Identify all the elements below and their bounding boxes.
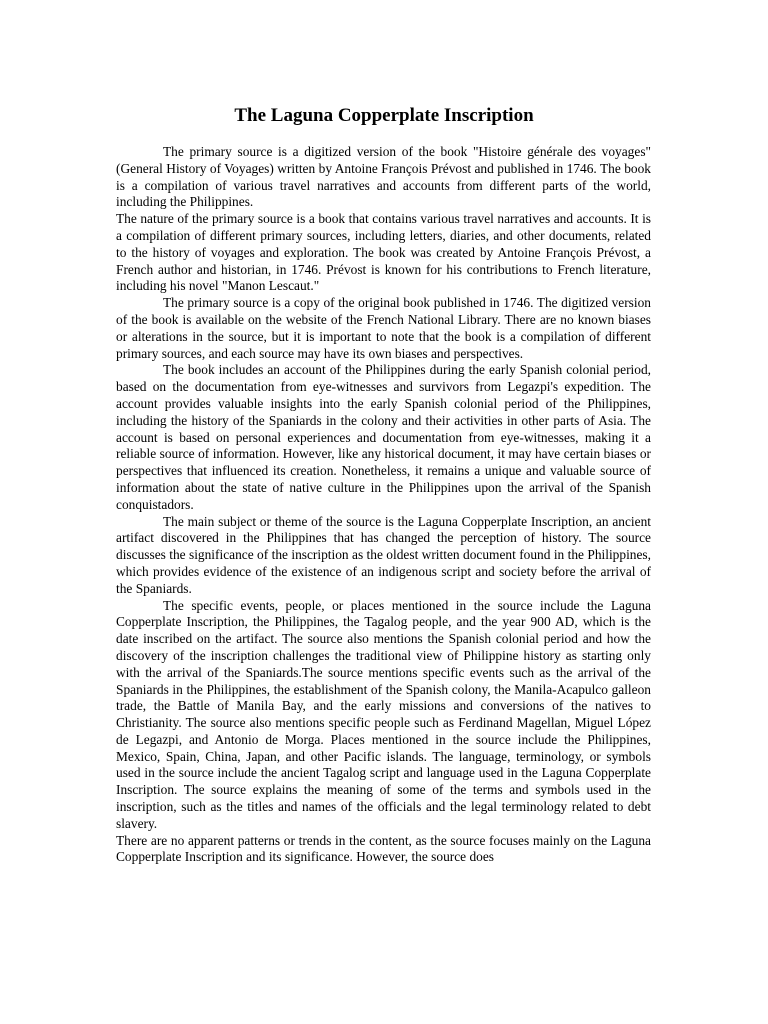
paragraph-main-subject: The main subject or theme of the source is the Laguna Copperplate Inscription, an ancient artifact discovered in the Philippines that has changed the perception of history. The source discusses the significance of the inscription as the oldest written document found in the Philippines, which provides evidence of the existence of an indigenous script and society before the arrival of the Spaniards. xyxy=(116,513,651,596)
paragraph-primary-source: The primary source is a digitized version of the book "Histoire générale des voyages" (General History of Voyages) written by Antoine François Prévost and published in 1746. The book is a compilation of various travel narratives and accounts from different parts of the world, including the Philippines. xyxy=(116,144,651,210)
paragraph-patterns-trends: There are no apparent patterns or trends in the content, as the source focuses mainly on the Laguna Copperplate Inscription and its significance. However, the source does xyxy=(116,832,651,865)
paragraph-nature-of-source: The nature of the primary source is a book that contains various travel narratives and accounts. It is a compilation of different primary sources, including letters, diaries, and other documents, related to the history of voyages and exploration. The book was created by Antoine François Prévost, a French author and historian, in 1746. Prévost is known for his contributions to French literature, including his novel "Manon Lescaut." xyxy=(116,211,651,294)
document-body xyxy=(116,144,651,866)
paragraph-copy-of-original: The primary source is a copy of the original book published in 1746. The digitized version of the book is available on the website of the French National Library. There are no known biases or alterations in the source, but it is important to note that the book is a compilation of different primary sources, and each source may have its own biases and perspectives. xyxy=(116,295,651,361)
paragraph-account-of-philippines: The book includes an account of the Philippines during the early Spanish colonial period, based on the documentation from eye-witnesses and survivors from Legazpi's expedition. The account provides valuable insights into the early Spanish colonial period of the Philippines, including the history of the Spaniards in the colony and their activities in other parts of Asia. The account is based on personal experiences and documentation from eye-witnesses, making it a reliable source of information. However, like any historical document, it may have certain biases or perspectives that influenced its creation. Nonetheless, it remains a unique and valuable source of information about the state of native culture in the Philippines upon the arrival of the Spanish conquistadors. xyxy=(116,362,651,512)
paragraph-specific-events: The specific events, people, or places mentioned in the source include the Laguna Copperplate Inscription, the Philippines, the Tagalog people, and the year 900 AD, which is the date inscribed on the artifact. The source also mentions the Spanish colonial period and how the discovery of the inscription challenges the traditional view of Philippine history as starting only with the arrival of the Spaniards.The source mentions specific events such as the arrival of the Spaniards in the Philippines, the establishment of the Spanish colony, the Manila-Acapulco galleon trade, the Battle of Manila Bay, and the early missions and conversions of the natives to Christianity. The source also mentions specific people such as Ferdinand Magellan, Miguel López de Legazpi, and Antonio de Morga. Places mentioned in the source include the Philippines, Mexico, Spain, China, Japan, and other Pacific islands. The language, terminology, or symbols used in the source include the ancient Tagalog script and language used in the Laguna Copperplate Inscription. The source explains the meaning of some of the terms and symbols used in the inscription, such as the titles and names of the officials and the legal terminology related to debt slavery. xyxy=(116,597,651,831)
document-title: The Laguna Copperplate Inscription xyxy=(234,105,534,126)
